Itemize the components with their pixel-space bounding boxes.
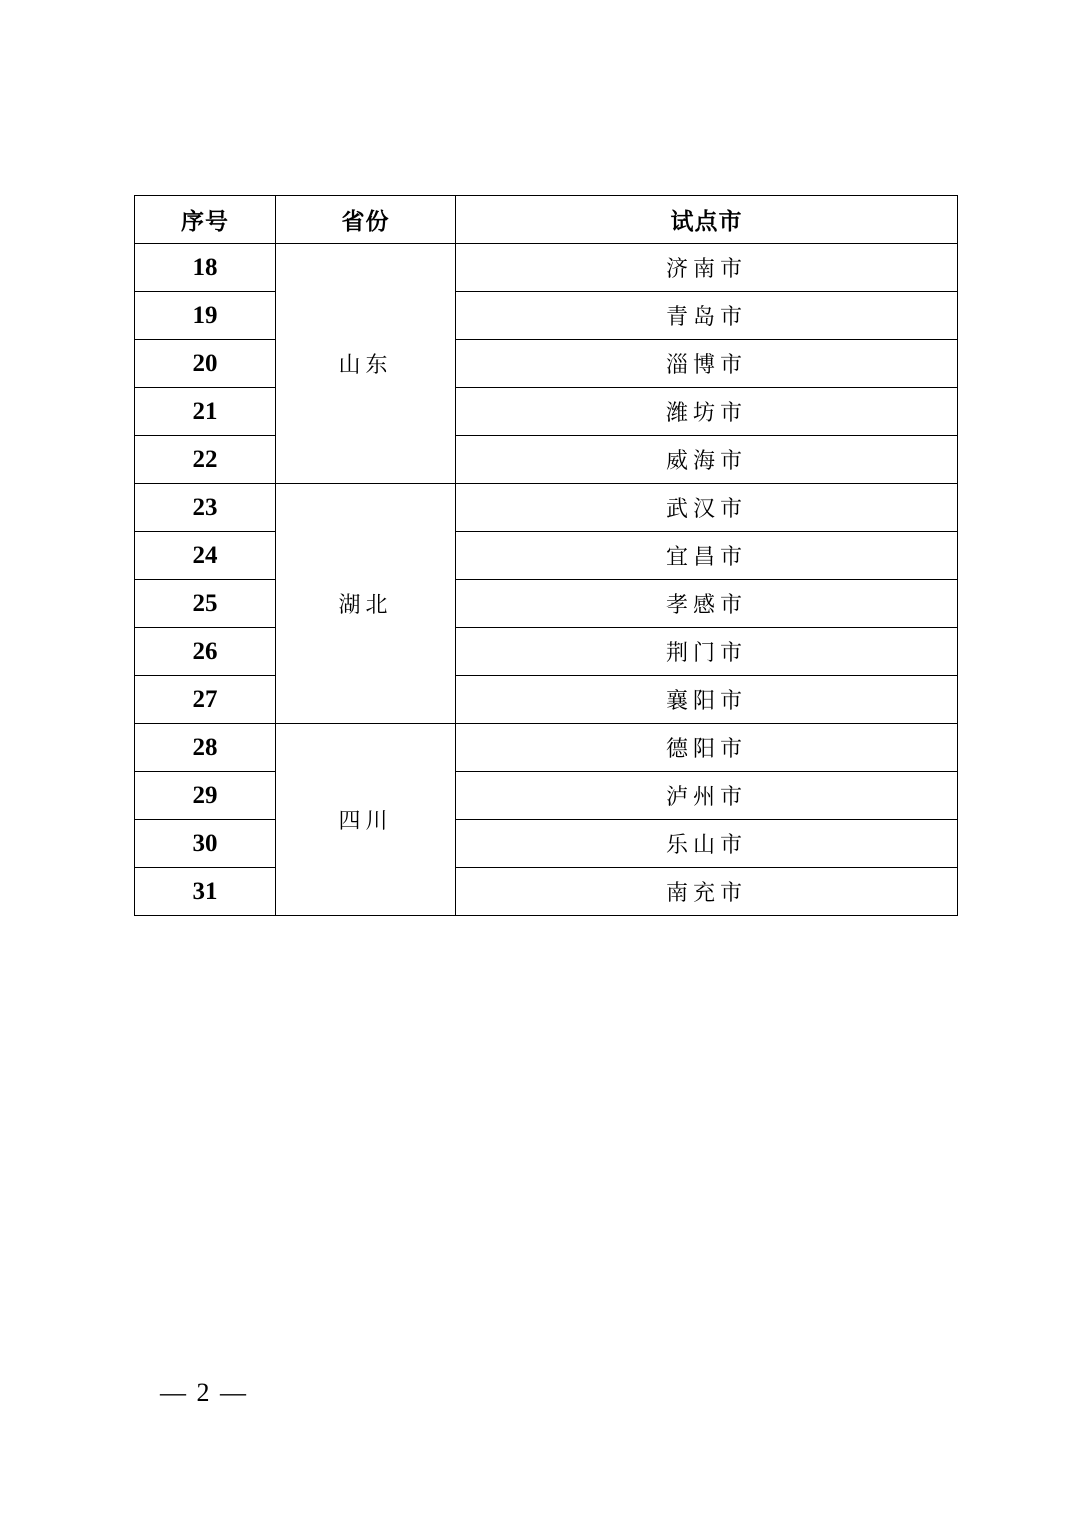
table-header-row: [135, 196, 958, 244]
row-city: 青岛市: [456, 292, 958, 340]
table-row: [135, 340, 958, 388]
row-index: 26: [135, 628, 276, 676]
table-row: [135, 388, 958, 436]
row-city: 襄阳市: [456, 676, 958, 724]
row-city: 宜昌市: [456, 532, 958, 580]
table-row: [135, 436, 958, 484]
row-index: 18: [135, 244, 276, 292]
row-index: 24: [135, 532, 276, 580]
page-number: — 2 —: [160, 1378, 248, 1407]
row-city: 南充市: [456, 868, 958, 916]
province-cell-hubei: 湖北: [276, 484, 456, 724]
province-cell-sichuan: 四川: [276, 724, 456, 916]
header-city: 试点市: [456, 196, 958, 244]
row-city: 孝感市: [456, 580, 958, 628]
table-row: [135, 628, 958, 676]
row-city: 德阳市: [456, 724, 958, 772]
table-row: [135, 868, 958, 916]
pilot-city-table: [134, 195, 958, 916]
table-row: [135, 724, 958, 772]
table-row: [135, 820, 958, 868]
row-city: 乐山市: [456, 820, 958, 868]
row-index: 19: [135, 292, 276, 340]
row-city: 荆门市: [456, 628, 958, 676]
row-index: 27: [135, 676, 276, 724]
row-city: 泸州市: [456, 772, 958, 820]
table-row: [135, 772, 958, 820]
row-index: 28: [135, 724, 276, 772]
row-city: 威海市: [456, 436, 958, 484]
row-index: 29: [135, 772, 276, 820]
table-row: [135, 292, 958, 340]
table-row: [135, 580, 958, 628]
row-index: 25: [135, 580, 276, 628]
row-city: 潍坊市: [456, 388, 958, 436]
row-index: 23: [135, 484, 276, 532]
row-city: 济南市: [456, 244, 958, 292]
row-index: 31: [135, 868, 276, 916]
pilot-city-table-container: [134, 195, 957, 916]
province-cell-shandong: 山东: [276, 244, 456, 484]
header-index: 序号: [135, 196, 276, 244]
row-index: 20: [135, 340, 276, 388]
table-row: [135, 244, 958, 292]
row-index: 21: [135, 388, 276, 436]
row-index: 22: [135, 436, 276, 484]
table-row: [135, 676, 958, 724]
row-index: 30: [135, 820, 276, 868]
row-city: 淄博市: [456, 340, 958, 388]
header-province: 省份: [276, 196, 456, 244]
table-row: [135, 484, 958, 532]
table-row: [135, 532, 958, 580]
row-city: 武汉市: [456, 484, 958, 532]
